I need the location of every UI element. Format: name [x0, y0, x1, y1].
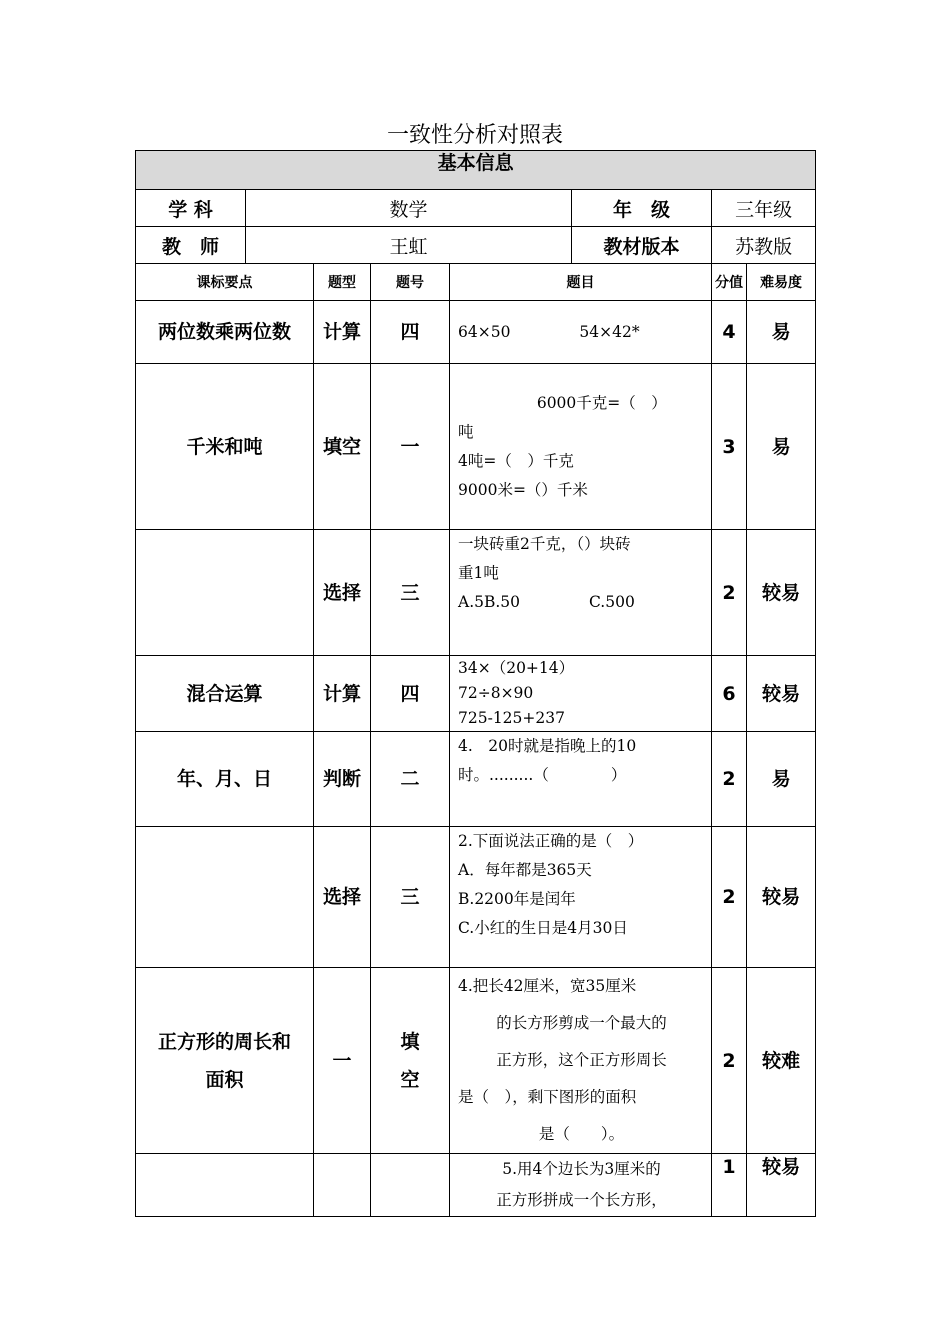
question-line: 9000米=（）千米 [458, 480, 588, 499]
question-line: 时。.........（ ） [458, 766, 627, 784]
question-line: 一块砖重2千克，（）块砖 [458, 535, 631, 553]
score-cell: 2 [712, 968, 747, 1154]
question-line: 4吨=（ ）千克 [458, 451, 574, 470]
question-line: B.2200年是闰年 [458, 890, 576, 908]
column-header-level: 难易度 [747, 264, 816, 301]
table-row [136, 364, 816, 530]
question-line: C.小红的生日是4月30日 [458, 919, 628, 937]
edition-label: 教材版本 [572, 227, 712, 264]
question-line: 5.用4个边长为3厘米的 [502, 1160, 661, 1178]
question-cell [450, 530, 712, 656]
question-line: 吨 [458, 422, 474, 441]
column-header-score: 分值 [712, 264, 747, 301]
edition-value: 苏教版 [712, 227, 816, 264]
type-cell: 计算 [314, 301, 371, 364]
question-line: 2.下面说法正确的是（ ） [458, 832, 644, 850]
table-row [136, 656, 816, 732]
question-line: 64×50 54×42* [458, 322, 640, 341]
column-header-point: 课标要点 [136, 264, 314, 301]
point-cell: 两位数乘两位数 [136, 301, 314, 364]
teacher-value: 王虹 [246, 227, 572, 264]
column-header-num: 题号 [371, 264, 450, 301]
table-row [136, 732, 816, 827]
point-line: 正方形的周长和 [157, 1030, 291, 1053]
type-cell [314, 1154, 371, 1217]
level-cell: 较易 [747, 1154, 816, 1217]
level-cell: 易 [747, 732, 816, 827]
subject-value: 数学 [246, 190, 572, 227]
question-line: A.5B.50 C.500 [458, 593, 635, 611]
type-cell: 选择 [314, 827, 371, 968]
question-cell [450, 301, 712, 364]
num-line: 填 [400, 1030, 420, 1053]
level-cell: 较难 [747, 968, 816, 1154]
question-cell [450, 732, 712, 827]
question-line: 4.把长42厘米，宽35厘米 [458, 977, 637, 995]
score-cell: 2 [712, 530, 747, 656]
type-cell: 选择 [314, 530, 371, 656]
table-row [136, 968, 816, 1154]
point-cell: 混合运算 [136, 656, 314, 732]
level-cell: 较易 [747, 656, 816, 732]
grade-label: 年 级 [572, 190, 712, 227]
point-cell [136, 968, 314, 1154]
question-cell [450, 827, 712, 968]
question-line: 是（ ），剩下图形的面积 [458, 1088, 637, 1106]
score-cell: 2 [712, 732, 747, 827]
question-line: 72÷8×90 [458, 684, 534, 702]
question-cell [450, 1154, 712, 1217]
num-cell: 三 [371, 530, 450, 656]
question-line: 正方形，这个正方形周长 [496, 1051, 667, 1069]
table-row [136, 827, 816, 968]
num-line: 空 [400, 1068, 420, 1091]
level-cell: 较易 [747, 530, 816, 656]
num-cell: 四 [371, 656, 450, 732]
grade-value: 三年级 [712, 190, 816, 227]
point-cell [136, 1154, 314, 1217]
teacher-label: 教 师 [136, 227, 246, 264]
num-cell: 三 [371, 827, 450, 968]
point-cell [136, 827, 314, 968]
question-line: 6000千克=（ ） [458, 393, 667, 412]
question-line: 的长方形剪成一个最大的 [496, 1014, 667, 1032]
table-row [136, 301, 816, 364]
point-cell [136, 530, 314, 656]
table-row [136, 1154, 816, 1217]
type-cell: 一 [314, 968, 371, 1154]
question-line: 重1吨 [458, 564, 499, 582]
type-cell: 填空 [314, 364, 371, 530]
question-line: 正方形拼成一个长方形， [496, 1191, 667, 1209]
question-line: 34×（20+14） [458, 659, 575, 677]
type-cell: 计算 [314, 656, 371, 732]
level-cell: 易 [747, 301, 816, 364]
question-line: A．每年都是365天 [458, 861, 592, 879]
consistency-table [135, 150, 816, 1217]
question-cell [450, 968, 712, 1154]
point-cell: 千米和吨 [136, 364, 314, 530]
column-header-type: 题型 [314, 264, 371, 301]
basic-info-header: 基本信息 [136, 151, 816, 190]
point-cell: 年、月、日 [136, 732, 314, 827]
num-cell: 二 [371, 732, 450, 827]
point-line: 面积 [205, 1068, 244, 1091]
num-cell [371, 1154, 450, 1217]
level-cell: 较易 [747, 827, 816, 968]
num-cell: 一 [371, 364, 450, 530]
score-cell: 4 [712, 301, 747, 364]
question-cell [450, 656, 712, 732]
score-cell: 2 [712, 827, 747, 968]
page-title: 一致性分析对照表 [386, 123, 563, 148]
subject-label: 学 科 [136, 190, 246, 227]
question-line: 725-125+237 [458, 709, 565, 727]
level-cell: 易 [747, 364, 816, 530]
num-cell [371, 968, 450, 1154]
column-header-question: 题目 [450, 264, 712, 301]
table-row [136, 530, 816, 656]
score-cell: 3 [712, 364, 747, 530]
score-cell: 6 [712, 656, 747, 732]
question-line: 4. 20时就是指晚上的10 [458, 737, 637, 755]
num-cell: 四 [371, 301, 450, 364]
score-cell: 1 [712, 1154, 747, 1217]
question-cell [450, 364, 712, 530]
question-line: 是（ ）。 [538, 1125, 625, 1143]
type-cell: 判断 [314, 732, 371, 827]
